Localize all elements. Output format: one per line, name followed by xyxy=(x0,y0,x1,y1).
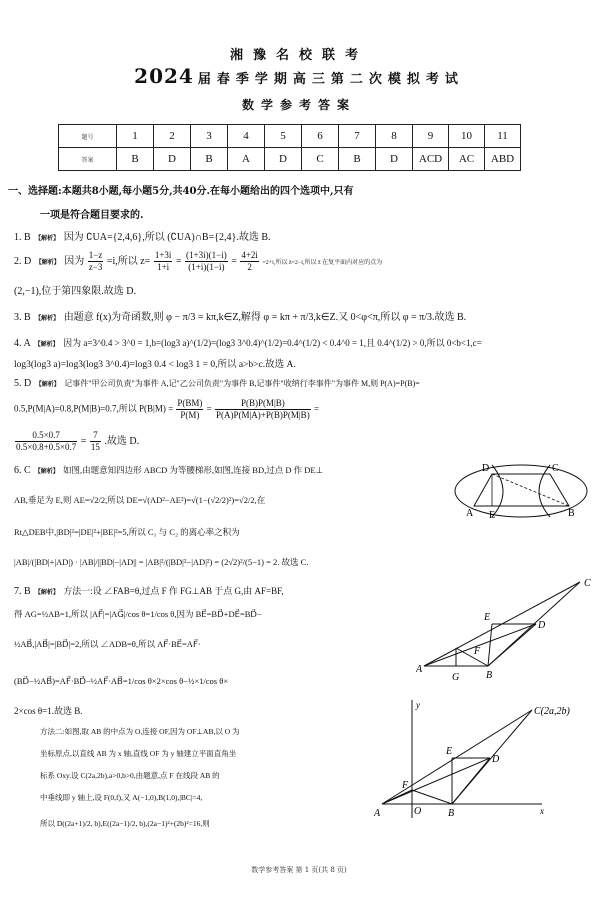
row-label-answer: 答案 xyxy=(59,148,117,171)
q-answer: B xyxy=(117,148,154,171)
q7-coordinate-figure xyxy=(372,696,584,822)
segment-ad xyxy=(382,758,490,804)
label-a: A xyxy=(374,808,381,819)
q3-text: 由题意 f(x)为奇函数,则 φ − π/3 = kπ,k∈Z,解得 φ = kπ + π/3,k∈Z.又 0<φ<π,所以 φ = π/3.故选 B. xyxy=(63,312,467,323)
q2-mid: =i,所以 z= xyxy=(106,255,151,267)
segment-fb xyxy=(456,648,488,666)
q-number: 10 xyxy=(449,125,485,148)
q5-solution xyxy=(14,378,420,389)
q7-solution xyxy=(14,584,284,597)
title-year: 2024 xyxy=(134,64,194,88)
q-number: 1 xyxy=(117,125,154,148)
row-label-number: 题号 xyxy=(59,125,117,148)
fraction: $\frac{4+2i}{2}$ xyxy=(241,250,258,272)
label-e: E xyxy=(484,612,491,623)
q1-text: 因为 ∁UA={2,4,6},所以 (∁UA)∩B={2,4}.故选 B. xyxy=(63,232,271,243)
q5-line2: 0.5,P(M|A)=0.8,P(M|B)=0.7,所以 P(B|M) = $\frac{P(BM)}{P(M)}$ = $\frac{P(B)P(M|B)}{P(A)P(M|A)+P(B)P(M|B)}$ = xyxy=(14,398,320,420)
fraction: $\frac{(1+3i)(1-i)}{(1+i)(1-i)}$ xyxy=(186,250,227,272)
segment-bd xyxy=(452,758,490,804)
q-answer: ACD xyxy=(413,148,449,171)
point-label-a: A xyxy=(466,508,474,519)
section-heading: 一、选择题:本题共8小题,每小题5分,共40分.在每小题给出的四个选项中,只有 xyxy=(8,186,354,197)
segment-bd xyxy=(492,474,569,506)
q1-solution xyxy=(14,228,271,243)
q7-method2-line2: 坐标原点,以直线 AB 为 x 轴,直线 OF 为 y 轴建立平面直角坐 xyxy=(40,749,237,758)
q5-text: 记事件"甲公司负责"为事件 A,记"乙公司负责"为事件 B,记事件"收纳行李事件"为事件 M,则 P(A)=P(B)= xyxy=(64,379,420,388)
analysis-tag: 【解析】 xyxy=(34,342,59,348)
q7-text: 方法一:设 ∠FAB=θ,过点 F 作 FG⊥AB 于点 G,由 AF=BF, xyxy=(63,586,284,596)
analysis-tag: 【解析】 xyxy=(35,236,60,242)
q2-pre: 因为 xyxy=(64,255,85,267)
label-b: B xyxy=(448,808,455,819)
point-label-d: D xyxy=(482,463,490,474)
title-exam: 届春季学期高三第二次模拟考试 xyxy=(197,72,464,87)
q-answer: A xyxy=(228,148,265,171)
point-label-c: C xyxy=(552,463,559,474)
answer-table-answer-row xyxy=(59,148,521,171)
q7-method2-line5: 所以 D((2a+1)/2, b),E((2a−1)/2, b),(2a−1)²+(2b)²=16,则 xyxy=(40,819,210,828)
q-number: 7 xyxy=(339,125,376,148)
q-number: 11 xyxy=(485,125,521,148)
label-g: G xyxy=(452,672,460,683)
label-x: x xyxy=(540,806,544,816)
fraction: $\frac{P(B)P(M|B)}{P(A)P(M|A)+P(B)P(M|B)}$ xyxy=(216,398,310,420)
q7-method2-line3: 标系 Oxy.设 C(2a,2b),a>0,b>0,由题意,点 F 在线段 AB 的 xyxy=(40,771,220,780)
q5-number: 5. D xyxy=(14,378,32,389)
q6-text: 如图,由题意知四边形 ABCD 为等腰梯形,如图,连接 BD,过点 D 作 DE⊥ xyxy=(62,465,323,475)
label-o: O xyxy=(414,806,422,817)
q4-solution xyxy=(14,336,482,349)
title-line3: 数学参考答案 xyxy=(241,98,356,112)
q-number: 6 xyxy=(302,125,339,148)
q7-line2: 得 AG=½AB=1,所以 |AF⃗|=|AG⃗|/cos θ=1/cos θ,因为 BE⃗=BD⃗+DE⃗=BD⃗− xyxy=(14,609,262,619)
fraction: $\frac{0.5\times 0.7}{0.5\times 0.8+0.5\times 0.7}$ xyxy=(16,430,77,452)
section-heading-cont: 一项是符合题目要求的. xyxy=(40,210,144,221)
q6-solution xyxy=(14,464,323,476)
analysis-tag: 【解析】 xyxy=(35,316,60,322)
q-number: 3 xyxy=(191,125,228,148)
q4-text: 因为 a=3^0.4 > 3^0 = 1,b=(log3 a)^(1/2)=(log3 3^0.4)^(1/2)=0.4^(1/2) < 0.4^0 = 1,且 0.4^(1/2) > 0,所以 0<b<1,c= xyxy=(63,338,482,348)
trapezoid-abcd xyxy=(474,474,569,506)
answer-table xyxy=(58,124,521,171)
q-answer: AC xyxy=(449,148,485,171)
q6-ellipse-figure xyxy=(452,458,590,524)
q-answer: D xyxy=(265,148,302,171)
q-number: 5 xyxy=(265,125,302,148)
q2-number: 2. D xyxy=(14,255,32,267)
q7-number: 7. B xyxy=(14,586,31,597)
label-c-coord: C(2a,2b) xyxy=(534,706,570,717)
q7-method2-line1: 方法二:如图,取 AB 的中点为 O,连接 OF,因为 OF⊥AB,以 O 为 xyxy=(40,727,240,736)
point-label-b: B xyxy=(568,508,575,519)
q7-line5: 2×cos θ=1.故选 B. xyxy=(14,706,83,716)
q-answer: D xyxy=(376,148,413,171)
label-c: C xyxy=(584,578,591,589)
q2-solution: 2. D 【解析】 因为 $\frac{1-z}{z-3}$ =i,所以 z= $\frac{1+3i}{1+i}$ = $\frac{(1+3i)(1-i)}{(1+i)(1-i)}$ = $\frac{4+2i}{2}$ =2+i,所以 z̄=2−i,所以 z̄ 在复平面内对应的点为 xyxy=(14,250,383,272)
q-answer: ABD xyxy=(485,148,521,171)
label-d: D xyxy=(492,754,500,765)
q-number: 4 xyxy=(228,125,265,148)
analysis-tag: 【解析】 xyxy=(35,259,60,266)
q-number: 8 xyxy=(376,125,413,148)
label-a: A xyxy=(416,664,423,675)
q5-line3: $\frac{0.5\times 0.7}{0.5\times 0.8+0.5\times 0.7}$ = $\frac{7}{15}$ .故选 D. xyxy=(16,430,140,452)
label-d: D xyxy=(538,620,546,631)
analysis-tag: 【解析】 xyxy=(34,590,59,596)
q7-line3: ½AB⃗,|AB⃗|=|BD⃗|=2,所以 ∠ADB=θ,所以 AF⃗·BE⃗=AF⃗· xyxy=(14,639,201,649)
q-answer: B xyxy=(191,148,228,171)
q3-solution xyxy=(14,308,466,323)
q6-number: 6. C xyxy=(14,465,31,476)
analysis-tag: 【解析】 xyxy=(34,469,59,475)
title-line1: 湘豫名校联考 xyxy=(229,48,368,63)
page-footer: 数学参考答案 第 1 页(共 8 页) xyxy=(251,866,347,874)
q-number: 2 xyxy=(154,125,191,148)
q4-number: 4. A xyxy=(14,338,31,349)
q7-line4: (BD⃗−½AB⃗)=AF⃗·BD⃗−½AF⃗·AB⃗=1/cos θ×2×cos θ−½×1/cos θ× xyxy=(14,676,229,686)
label-y: y xyxy=(416,700,420,710)
fraction: $\frac{1+3i}{1+i}$ xyxy=(154,250,172,272)
point-label-e: E xyxy=(489,510,496,521)
q-answer: D xyxy=(154,148,191,171)
q2-line2: (2,−1),位于第四象限.故选 D. xyxy=(14,286,137,297)
q2-tail: =2+i,所以 z̄=2−i,所以 z̄ 在复平面内对应的点为 xyxy=(262,259,383,266)
q-answer: C xyxy=(302,148,339,171)
label-f: F xyxy=(402,780,409,791)
q6-line2: AB,垂足为 E,则 AE=√2/2,所以 DE=√(AD²−AE²)=√(1−(√2/2)²)=√2/2,在 xyxy=(14,495,266,505)
q-answer: B xyxy=(339,148,376,171)
q3-number: 3. B xyxy=(14,312,31,323)
q7-figure-1 xyxy=(416,572,596,684)
answer-table-number-row xyxy=(59,125,521,148)
label-f: F xyxy=(474,646,481,657)
q7-method2-line4: 中垂线即 y 轴上,设 F(0,f),又 A(−1,0),B(1,0),|BC|=4, xyxy=(40,793,203,802)
label-e: E xyxy=(446,746,453,757)
q-number: 9 xyxy=(413,125,449,148)
q4-line2: log3(log3 a)=log3(log3 3^0.4)=log3 0.4 < log3 1 = 0,所以 a>b>c.故选 A. xyxy=(14,360,296,370)
q1-number: 1. B xyxy=(14,232,31,243)
segment-fb xyxy=(412,790,452,804)
title-line2 xyxy=(0,64,598,88)
fraction: $\frac{P(BM)}{P(M)}$ xyxy=(177,398,203,420)
label-b: B xyxy=(486,670,493,681)
analysis-tag: 【解析】 xyxy=(35,382,60,388)
fraction: $\frac{1-z}{z-3}$ xyxy=(88,250,103,272)
hyperbola-right-branch xyxy=(539,465,550,517)
segment-ad xyxy=(424,624,536,666)
fraction: $\frac{7}{15}$ xyxy=(90,430,100,452)
segment-af xyxy=(382,790,412,804)
q6-line4: |AB|/(|BD|+|AD|) · |AB|/||BD|−|AD|| = |AB|²/(|BD|²−|AD|²) = (2√2)²/(5−1) = 2. 故选 C. xyxy=(14,557,309,567)
q6-line3: Rt△DEB中,|BD|²=|DE|²+|BE|²=5,所以 C₁ 与 C₂ 的离心率之积为 xyxy=(14,527,240,537)
